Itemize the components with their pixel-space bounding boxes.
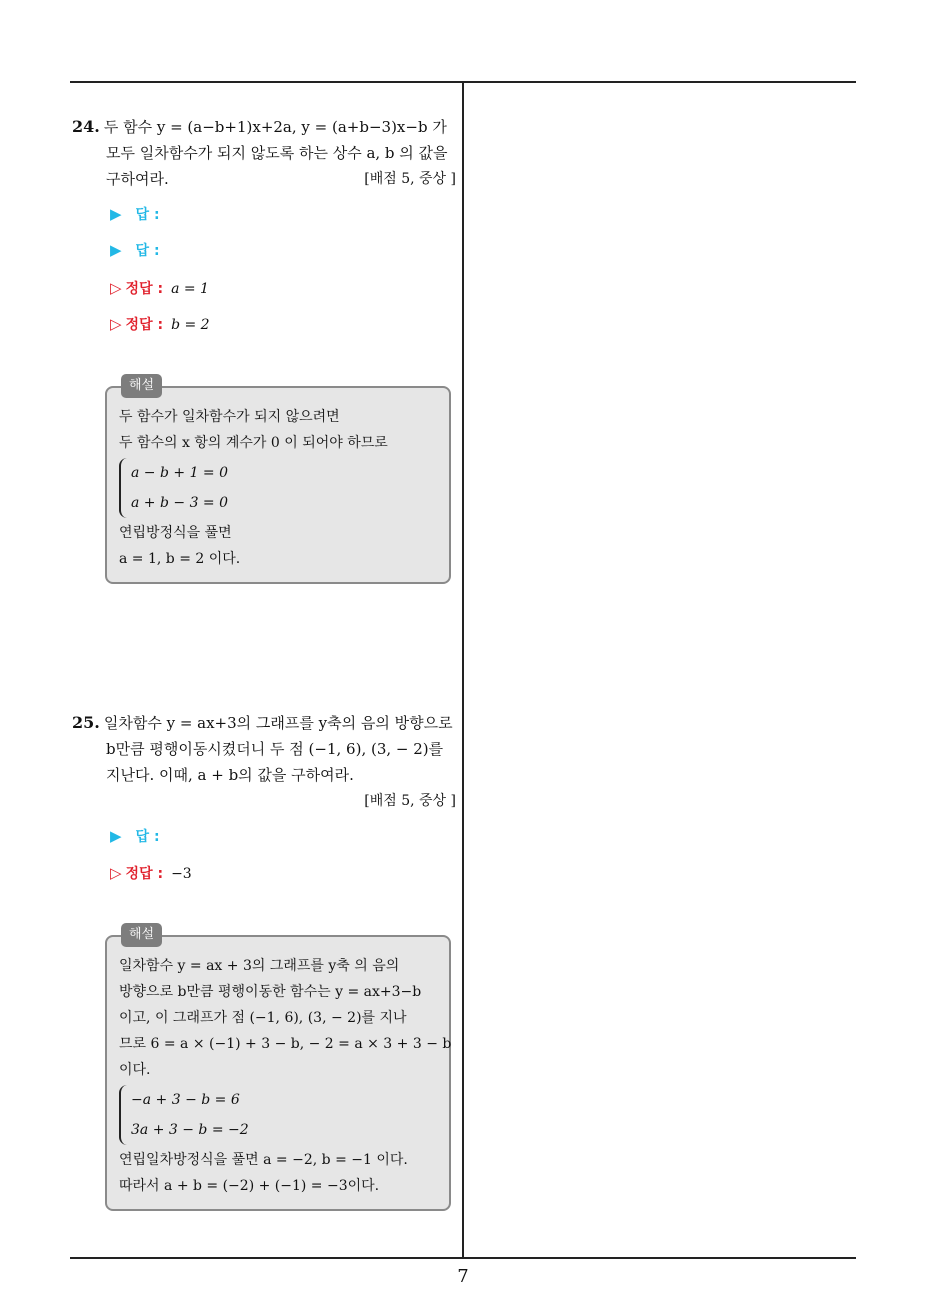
explanation-line: 연립일차방정식을 풀면 a = −2, b = −1 이다. <box>119 1152 408 1168</box>
outline-triangle-icon: ▷ <box>110 864 122 882</box>
correct-answer-label: 정답 : <box>125 866 164 882</box>
question-text-line: b만큼 평행이동시켰더니 두 점 (−1, 6), (3, − 2)를 <box>106 740 444 758</box>
explanation-tag: 해설 <box>121 923 162 947</box>
explanation-line: 두 함수의 x 항의 계수가 0 이 되어야 하므로 <box>119 435 388 451</box>
question-number: 24. <box>72 117 100 136</box>
question-text-line: 모두 일차함수가 되지 않도록 하는 상수 a, b 의 값을 <box>106 144 448 162</box>
question-number: 25. <box>72 713 100 732</box>
bottom-rule <box>70 1257 856 1259</box>
answer-row[interactable] <box>110 204 160 224</box>
correct-answer-row <box>110 314 210 334</box>
outline-triangle-icon: ▷ <box>110 315 122 333</box>
explanation-line: 방향으로 b만큼 평행이동한 함수는 y = ax+3−b <box>119 984 422 1000</box>
answer-label: 답 : <box>135 207 160 223</box>
column-divider <box>462 81 464 1259</box>
explanation-line: 일차함수 y = ax + 3의 그래프를 y축 의 음의 <box>119 958 400 974</box>
correct-answer-value: a = 1 <box>171 281 209 297</box>
explanation-line: 이다. <box>119 1062 151 1078</box>
equation-line: −a + 3 − b = 6 <box>131 1092 240 1108</box>
correct-answer-label: 정답 : <box>125 317 164 333</box>
page-number: 7 <box>457 1266 469 1287</box>
correct-answer-value: b = 2 <box>171 317 210 333</box>
explanation-line: 연립방정식을 풀면 <box>119 525 232 541</box>
question-text-line: 지난다. 이때, a + b의 값을 구하여라. <box>106 766 354 784</box>
explanation-line: 두 함수가 일차함수가 되지 않으려면 <box>119 409 340 425</box>
question-text-line: 구하여라. <box>106 170 169 188</box>
explanation-tag: 해설 <box>121 374 162 398</box>
explanation-line: 이고, 이 그래프가 점 (−1, 6), (3, − 2)를 지나 <box>119 1010 407 1026</box>
equation-system <box>119 1085 437 1145</box>
explanation-line: 므로 6 = a × (−1) + 3 − b, − 2 = a × 3 + 3 − b <box>119 1036 452 1052</box>
left-brace <box>119 1085 129 1145</box>
question-25 <box>72 710 456 814</box>
question-text-line: 두 함수 y = (a−b+1)x+2a, y = (a+b−3)x−b 가 <box>103 118 447 136</box>
answer-label: 답 : <box>135 243 160 259</box>
equation-line: 3a + 3 − b = −2 <box>131 1122 249 1138</box>
equation-system <box>119 458 437 518</box>
left-brace <box>119 458 129 518</box>
play-triangle-icon: ▶ <box>110 827 122 845</box>
explanation-box <box>105 378 451 584</box>
answer-row[interactable] <box>110 240 160 260</box>
play-triangle-icon: ▶ <box>110 205 122 223</box>
correct-answer-label: 정답 : <box>125 281 164 297</box>
score-label: [배점 5, 중상 ] <box>364 793 456 809</box>
question-text-line: 일차함수 y = ax+3의 그래프를 y축의 음의 방향으로 <box>103 714 453 732</box>
correct-answer-row <box>110 863 192 883</box>
play-triangle-icon: ▶ <box>110 241 122 259</box>
answer-row[interactable] <box>110 826 160 846</box>
equation-line: a + b − 3 = 0 <box>131 495 229 511</box>
explanation-line: 따라서 a + b = (−2) + (−1) = −3이다. <box>119 1178 380 1194</box>
equation-line: a − b + 1 = 0 <box>131 465 229 481</box>
explanation-line: a = 1, b = 2 이다. <box>119 551 241 567</box>
outline-triangle-icon: ▷ <box>110 279 122 297</box>
explanation-box <box>105 927 452 1211</box>
question-24 <box>72 114 456 192</box>
correct-answer-row <box>110 278 209 298</box>
correct-answer-value: −3 <box>171 866 192 882</box>
score-label: [배점 5, 중상 ] <box>364 171 456 187</box>
answer-label: 답 : <box>135 829 160 845</box>
